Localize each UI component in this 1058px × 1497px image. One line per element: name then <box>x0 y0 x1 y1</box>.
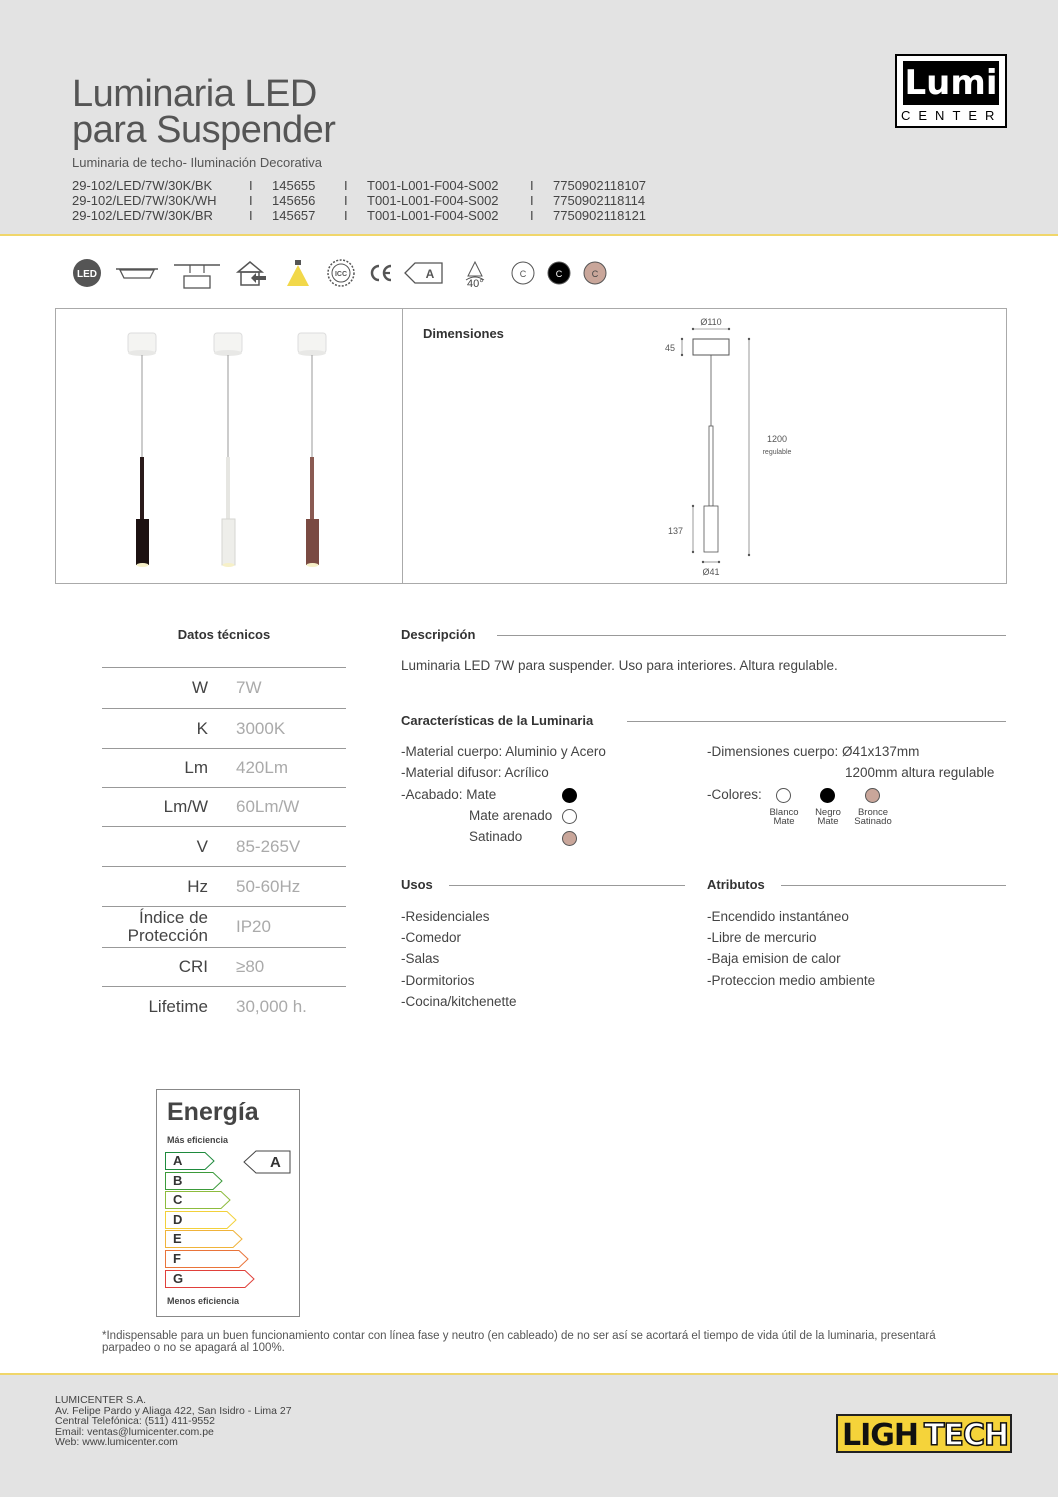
indoor-home-icon <box>234 256 270 290</box>
dim-top-height: 45 <box>664 343 675 353</box>
tech-key-line: Índice de <box>139 908 208 927</box>
beam-angle-label: 40° <box>467 278 484 290</box>
logo-text: Lumi <box>904 63 998 103</box>
color-label-line: Blanco <box>769 807 799 818</box>
attributes-title: Atributos <box>707 877 765 892</box>
reference-code: T001-L001-F004-S002 <box>367 193 499 208</box>
finish-satin-label: Satinado <box>469 829 523 844</box>
svg-text:LED: LED <box>77 269 97 280</box>
attribute-item: -Proteccion medio ambiente <box>707 973 876 988</box>
tech-row <box>102 748 346 787</box>
energy-class-letter: C <box>173 1192 183 1207</box>
color-label-white <box>764 808 804 826</box>
product-photos <box>56 309 402 583</box>
icc-seal-icon <box>326 256 356 290</box>
brand-part-a: LIGH <box>842 1418 919 1453</box>
uses-title: Usos <box>401 877 433 892</box>
svg-text:C: C <box>591 269 599 279</box>
color-label-line: Mate <box>773 816 795 827</box>
tech-key: CRI <box>178 957 208 976</box>
tech-row <box>102 866 346 906</box>
tech-row <box>102 708 346 748</box>
svg-text:A: A <box>425 267 435 281</box>
company-phone: Central Telefónica: (511) 411-9552 <box>55 1415 215 1427</box>
footer-band <box>0 1373 1058 1497</box>
tech-value: 50-60Hz <box>236 876 301 896</box>
energy-more-efficient: Más eficiencia <box>167 1135 229 1145</box>
color-label-line: Mate <box>817 816 839 827</box>
body-material: -Material cuerpo: Aluminio y Acero <box>401 744 606 759</box>
energy-class-letter: B <box>173 1173 183 1188</box>
model-code: 29-102/LED/7W/30K/WH <box>72 193 217 208</box>
tech-key: Lm <box>184 758 208 777</box>
page-title <box>72 73 336 151</box>
energy-rating-letter: A <box>270 1154 281 1171</box>
energy-class-b <box>165 1172 223 1190</box>
tech-key: K <box>196 718 208 738</box>
tech-row <box>102 826 346 866</box>
tech-row <box>102 667 346 708</box>
section-rule <box>627 721 1006 722</box>
energy-rating-arrow <box>243 1150 291 1174</box>
svg-text:C: C <box>555 269 563 279</box>
separator: I <box>249 208 253 223</box>
use-item: -Residenciales <box>401 909 490 924</box>
finish-sanded-label: Mate arenado <box>469 808 553 823</box>
tech-row <box>102 906 346 947</box>
dimensions-drawing <box>403 309 1007 583</box>
use-item: -Comedor <box>401 930 462 945</box>
tech-key: V <box>196 836 208 856</box>
model-code: 29-102/LED/7W/30K/BK <box>72 178 213 193</box>
energy-class-letter: D <box>173 1212 183 1227</box>
lightech-logo <box>836 1414 1012 1453</box>
product-box <box>55 308 1007 584</box>
item-code: 145657 <box>272 208 316 223</box>
color-label-line: Negro <box>815 807 841 818</box>
tech-value: 420Lm <box>236 758 288 777</box>
diffuser-material: -Material difusor: Acrílico <box>401 765 549 780</box>
finish-label: -Acabado: Mate <box>401 787 497 802</box>
color-label-black <box>808 808 848 826</box>
bronze-pendant-image <box>298 333 326 567</box>
section-rule <box>449 885 685 886</box>
reference-code: T001-L001-F004-S002 <box>367 208 499 223</box>
dim-total-note: regulable <box>762 449 792 456</box>
company-info <box>55 1395 292 1448</box>
energy-label <box>156 1089 300 1317</box>
separator: I <box>344 178 348 193</box>
tech-row <box>102 986 346 1026</box>
tech-value: 60Lm/W <box>236 797 300 816</box>
finish-satin-swatch <box>562 831 577 846</box>
tech-key: Lifetime <box>148 996 208 1016</box>
attribute-item: -Libre de mercurio <box>707 930 817 945</box>
separator: I <box>249 193 253 208</box>
bronze-swatch <box>865 788 880 803</box>
features-title: Características de la Luminaria <box>401 713 594 728</box>
logo-subtext: CENTER <box>901 108 1003 123</box>
company-address: Av. Felipe Pardo y Aliaga 422, San Isidro - Lima 27 <box>55 1404 292 1417</box>
description-title: Descripción <box>401 627 476 642</box>
attribute-item: -Baja emision de calor <box>707 951 841 966</box>
tech-value: IP20 <box>236 917 271 936</box>
bronze-color-icon <box>582 256 608 290</box>
separator: I <box>530 193 534 208</box>
product-codes <box>72 178 673 223</box>
tech-value: ≥80 <box>236 957 265 976</box>
energy-class-e <box>165 1230 243 1248</box>
use-item: -Salas <box>401 951 440 966</box>
description-text: Luminaria LED 7W para suspender. Uso para interiores. Altura regulable. <box>401 658 838 673</box>
code-row <box>72 178 673 193</box>
tech-key-line: Protección <box>127 926 208 945</box>
white-pendant-image <box>214 333 242 567</box>
tech-key: Lm/W <box>163 797 208 816</box>
tech-key: W <box>191 678 208 697</box>
energy-class-letter: E <box>173 1231 182 1246</box>
white-color-icon <box>510 256 536 290</box>
tech-value: 7W <box>236 678 262 697</box>
suspended-box-icon <box>172 256 222 290</box>
black-color-icon <box>546 256 572 290</box>
energy-class-f <box>165 1250 249 1268</box>
dim-top-diameter: Ø110 <box>700 317 722 327</box>
dim-body-diameter: Ø41 <box>702 567 720 577</box>
white-swatch <box>776 788 791 803</box>
energy-class-d <box>165 1211 237 1229</box>
separator: I <box>344 208 348 223</box>
company-email: Email: ventas@lumicenter.com.pe <box>55 1425 214 1438</box>
energy-class-letter: G <box>173 1271 184 1286</box>
svg-text:C: C <box>519 269 527 279</box>
tech-value: 3000K <box>236 718 286 738</box>
header-band <box>0 0 1058 236</box>
dim-total: 1200 <box>766 434 788 444</box>
separator: I <box>530 178 534 193</box>
title-line-2: para Suspender <box>72 109 336 151</box>
use-item: -Cocina/kitchenette <box>401 994 517 1009</box>
ce-mark-icon <box>368 256 394 290</box>
separator: I <box>249 178 253 193</box>
energy-less-efficient: Menos eficiencia <box>167 1296 240 1306</box>
recessed-ceiling-icon <box>114 256 160 290</box>
color-label-line: Bronce <box>857 807 889 818</box>
tech-value: 30,000 h. <box>236 996 307 1016</box>
title-line-1: Luminaria LED <box>72 73 317 115</box>
company-web: Web: www.lumicenter.com <box>55 1436 178 1448</box>
color-label-bronze <box>850 808 896 826</box>
energy-class-g <box>165 1270 255 1288</box>
code-row <box>72 208 673 223</box>
black-swatch <box>820 788 835 803</box>
separator: I <box>344 193 348 208</box>
colors-label: -Colores: <box>707 787 762 802</box>
body-dimensions: -Dimensiones cuerpo: Ø41x137mm <box>707 744 920 759</box>
item-code: 145655 <box>272 178 316 193</box>
svg-text:ICC: ICC <box>334 271 348 278</box>
tech-row <box>102 787 346 826</box>
finish-mate-swatch <box>562 788 577 803</box>
energy-class-letter: F <box>173 1251 181 1266</box>
dimensions-title: Dimensiones <box>423 326 504 341</box>
company-name: LUMICENTER S.A. <box>55 1394 147 1406</box>
ean-code: 7750902118107 <box>553 178 647 193</box>
height-adjustable: 1200mm altura regulable <box>845 765 995 780</box>
led-icon <box>72 256 102 290</box>
color-label-line: Satinado <box>854 816 892 827</box>
lumicenter-logo <box>895 54 1007 128</box>
energy-class-a <box>165 1152 215 1170</box>
energy-arrow-icon <box>404 256 444 290</box>
separator: I <box>530 208 534 223</box>
tech-key: Hz <box>187 876 208 896</box>
ean-code: 7750902118121 <box>553 208 647 223</box>
attribute-item: -Encendido instantáneo <box>707 909 849 924</box>
reference-code: T001-L001-F004-S002 <box>367 178 499 193</box>
section-rule <box>497 635 1006 636</box>
tech-value: 85-265V <box>236 836 301 856</box>
item-code: 145656 <box>272 193 316 208</box>
tech-data-title: Datos técnicos <box>177 627 271 642</box>
installation-note: *Indispensable para un buen funcionamiento contar con línea fase y neutro (en cableado) de no ser así se acortará el tiempo de vida útil de la luminaria, presentará parpadeo o no se apagará al 100%. <box>102 1330 936 1354</box>
black-pendant-image <box>128 333 156 567</box>
section-rule <box>781 885 1006 886</box>
use-item: -Dormitorios <box>401 973 475 988</box>
ean-code: 7750902118114 <box>553 193 646 208</box>
energy-class-letter: A <box>173 1153 183 1168</box>
energy-title: Energía <box>167 1098 259 1126</box>
code-row <box>72 193 673 208</box>
tech-row <box>102 947 346 986</box>
model-code: 29-102/LED/7W/30K/BR <box>72 208 213 223</box>
dim-body-height: 137 <box>667 526 683 536</box>
energy-class-c <box>165 1191 231 1209</box>
page-subtitle: Luminaria de techo- Iluminación Decorativa <box>72 155 323 170</box>
light-beam-icon <box>284 256 312 290</box>
brand-part-b: TECH <box>924 1418 1009 1453</box>
finish-sanded-swatch <box>562 809 577 824</box>
tech-key <box>102 909 208 945</box>
